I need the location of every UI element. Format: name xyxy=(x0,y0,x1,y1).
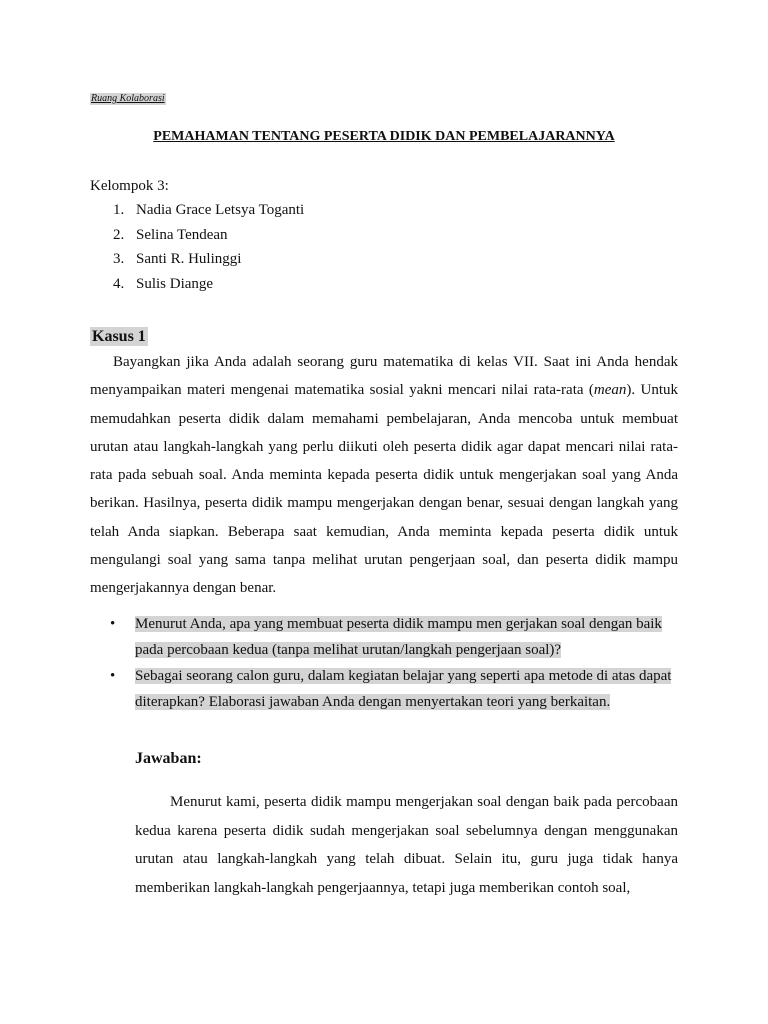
member-name: Sulis Diange xyxy=(136,275,214,292)
bullet-icon: • xyxy=(110,616,116,632)
list-item xyxy=(113,201,304,226)
list-number: 2. xyxy=(113,226,125,243)
list-number: 4. xyxy=(113,275,125,292)
header-note: Ruang Kolaborasi xyxy=(91,93,165,104)
list-item xyxy=(113,226,304,251)
list-number: 1. xyxy=(113,202,125,218)
question-item xyxy=(110,611,678,663)
case-heading: Kasus 1 xyxy=(92,328,146,345)
list-item xyxy=(113,250,304,275)
list-item xyxy=(113,275,304,300)
question-text: Sebagai seorang calon guru, dalam kegiatan belajar yang seperti apa metode di atas dapat diterapkan? Elaborasi jawaban Anda dengan menyertakan teori yang berkaitan. xyxy=(135,668,672,710)
case-text-part1: Bayangkan jika Anda adalah seorang guru matematika di kelas VII. Saat ini Anda hendak menyampaikan materi mengenai matematika sosial yakni mencari nilai rata-rata ( xyxy=(90,354,678,399)
question-list xyxy=(110,611,678,715)
bullet-icon: • xyxy=(110,668,116,684)
member-name: Selina Tendean xyxy=(136,226,228,243)
member-name: Santi R. Hulinggi xyxy=(136,251,242,268)
answer-heading: Jawaban: xyxy=(135,750,202,767)
list-number: 3. xyxy=(113,251,125,268)
member-name: Nadia Grace Letsya Toganti xyxy=(136,202,305,218)
document-title: PEMAHAMAN TENTANG PESERTA DIDIK DAN PEMBELAJARANNYA xyxy=(153,129,615,144)
member-list xyxy=(113,201,304,299)
answer-paragraph: Menurut kami, peserta didik mampu mengerjakan soal dengan baik pada percobaan kedua karena peserta didik sudah mengerjakan soal sebelumnya dengan menggunakan urutan atau langkah-langkah yang telah dibuat. Selain itu, guru juga tidak hanya memberikan langkah-langkah pengerjaannya, tetapi juga memberikan contoh soal, xyxy=(135,794,678,896)
case-text-italic: mean xyxy=(593,382,627,399)
question-text: Menurut Anda, apa yang membuat peserta didik mampu men gerjakan soal dengan baik pada percobaan kedua (tanpa melihat urutan/langkah pengerjaan soal)? xyxy=(135,616,662,658)
question-item xyxy=(110,663,678,715)
group-label: Kelompok 3: xyxy=(90,178,169,194)
case-text-part2: ). Untuk memudahkan peserta didik dalam memahami pembelajaran, Anda mencoba untuk membuat urutan atau langkah-langkah yang perlu diikuti oleh peserta didik agar dapat mencari nilai rata-rata pada sebuah soal. Anda meminta kepada peserta didik untuk mengerjakan soal yang Anda berikan. Hasilnya, peserta didik mampu mengerjakan dengan benar, sesuai dengan langkah yang telah Anda siapkan. Beberapa saat kemudian, Anda meminta kepada peserta didik untuk mengulangi soal yang sama tanpa melihat urutan pengerjaan soal, dan peserta didik mampu mengerjakannya dengan benar. xyxy=(90,382,678,597)
case-paragraph xyxy=(90,348,678,603)
